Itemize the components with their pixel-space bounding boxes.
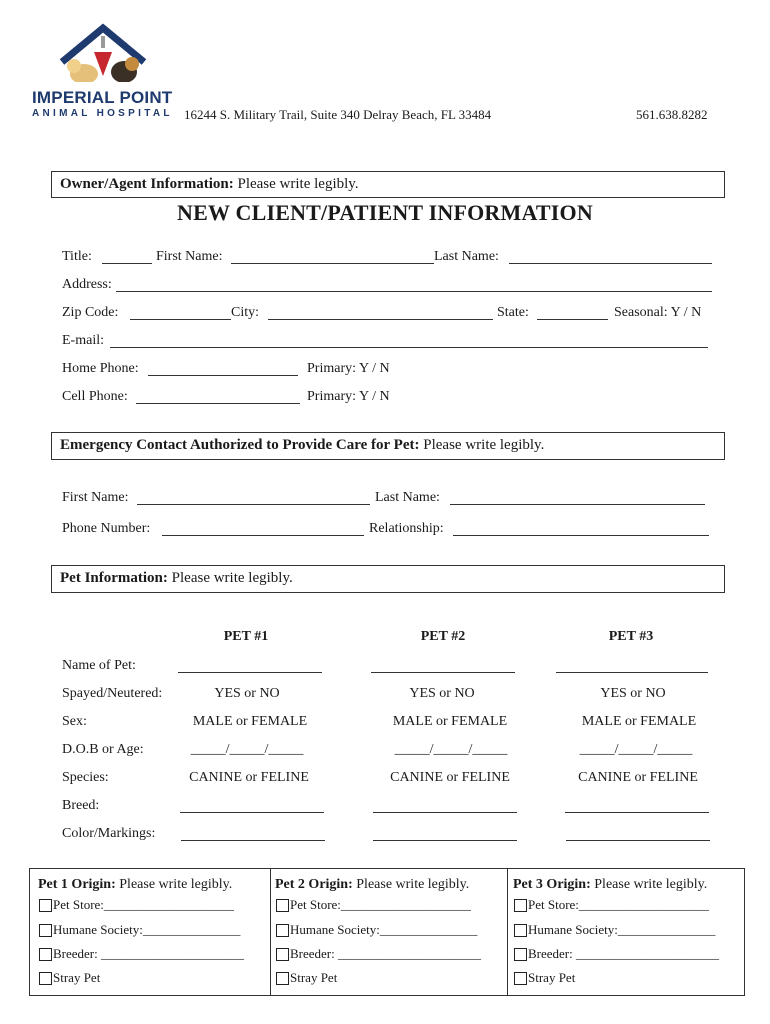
hospital-address: 16244 S. Military Trail, Suite 340 Delray Beach, FL 33484	[184, 107, 492, 122]
title-label: Title:	[62, 249, 92, 264]
pet-2-sex-option[interactable]: MALE or FEMALE	[392, 714, 508, 729]
pet-3-spayed-option[interactable]: YES or NO	[600, 686, 666, 701]
pet-2-species-option[interactable]: CANINE or FELINE	[390, 770, 510, 785]
pet-1-species-option[interactable]: CANINE or FELINE	[189, 770, 309, 785]
emergency-phone-label: Phone Number:	[62, 521, 151, 536]
checkbox[interactable]	[514, 948, 527, 961]
relationship-label: Relationship:	[369, 521, 444, 536]
pet-name-label: Name of Pet:	[62, 658, 136, 673]
pet-3-breed-field[interactable]	[565, 812, 709, 813]
checkbox[interactable]	[39, 948, 52, 961]
pet-3-name-field[interactable]	[556, 672, 708, 673]
relationship-field[interactable]	[453, 535, 709, 536]
title-field[interactable]	[102, 263, 152, 264]
pet-2-dob-field[interactable]: _____/_____/_____	[394, 742, 508, 757]
checkbox[interactable]	[276, 948, 289, 961]
email-label: E-mail:	[62, 333, 104, 348]
species-label: Species:	[62, 770, 109, 785]
pet-1-origin-title: Pet 1 Origin: Please write legibly.	[38, 877, 233, 892]
pet-1-humane-option[interactable]: Humane Society:_______________	[39, 922, 240, 938]
emergency-section-label: Emergency Contact Authorized to Provide Care for Pet:	[60, 437, 420, 453]
pet-3-color-field[interactable]	[566, 840, 710, 841]
origin-divider	[270, 869, 271, 995]
email-field[interactable]	[110, 347, 708, 348]
home-primary-label[interactable]: Primary: Y / N	[307, 361, 390, 376]
cell-phone-label: Cell Phone:	[62, 389, 128, 404]
address-label: Address:	[62, 277, 112, 292]
owner-section-header	[51, 171, 725, 198]
pet-2-name-field[interactable]	[371, 672, 515, 673]
pet-2-origin-title: Pet 2 Origin: Please write legibly.	[275, 877, 470, 892]
color-label: Color/Markings:	[62, 826, 156, 841]
emergency-first-name-label: First Name:	[62, 490, 129, 505]
checkbox[interactable]	[514, 924, 527, 937]
checkbox[interactable]	[39, 899, 52, 912]
breed-label: Breed:	[62, 798, 100, 813]
dob-label: D.O.B or Age:	[62, 742, 144, 757]
zip-label: Zip Code:	[62, 305, 119, 320]
pet-origin-table	[29, 868, 745, 996]
logo-subtitle: ANIMAL HOSPITAL	[32, 108, 173, 119]
spayed-label: Spayed/Neutered:	[62, 686, 163, 701]
pet-section-label: Pet Information:	[60, 570, 168, 586]
pet-2-pet-store-option[interactable]: Pet Store:____________________	[276, 897, 471, 913]
emergency-phone-field[interactable]	[162, 535, 364, 536]
pet-1-name-field[interactable]	[178, 672, 322, 673]
first-name-label: First Name:	[156, 249, 223, 264]
last-name-field[interactable]	[509, 263, 712, 264]
owner-section-label: Owner/Agent Information:	[60, 176, 234, 192]
first-name-field[interactable]	[231, 263, 434, 264]
pet-1-color-field[interactable]	[181, 840, 325, 841]
zip-field[interactable]	[130, 319, 231, 320]
pet-1-pet-store-option[interactable]: Pet Store:____________________	[39, 897, 234, 913]
pet-1-header: PET #1	[223, 629, 269, 644]
owner-section-note: Please write legibly.	[237, 176, 359, 192]
home-phone-label: Home Phone:	[62, 361, 139, 376]
pet-3-stray-option[interactable]: Stray Pet	[514, 970, 575, 986]
pet-3-humane-option[interactable]: Humane Society:_______________	[514, 922, 715, 938]
home-phone-field[interactable]	[148, 375, 298, 376]
pet-2-stray-option[interactable]: Stray Pet	[276, 970, 337, 986]
emergency-last-name-label: Last Name:	[375, 490, 440, 505]
pet-2-header: PET #2	[420, 629, 466, 644]
pet-3-pet-store-option[interactable]: Pet Store:____________________	[514, 897, 709, 913]
city-label: City:	[231, 305, 260, 320]
pet-1-dob-field[interactable]: _____/_____/_____	[190, 742, 304, 757]
pet-1-sex-option[interactable]: MALE or FEMALE	[192, 714, 308, 729]
pet-3-breeder-option[interactable]: Breeder: ______________________	[514, 946, 719, 962]
city-field[interactable]	[268, 319, 493, 320]
pet-3-header: PET #3	[608, 629, 654, 644]
checkbox[interactable]	[514, 972, 527, 985]
sex-label: Sex:	[62, 714, 87, 729]
logo-name: IMPERIAL POINT	[32, 88, 173, 107]
emergency-section-note: Please write legibly.	[423, 437, 545, 453]
pet-1-breed-field[interactable]	[180, 812, 324, 813]
pet-3-species-option[interactable]: CANINE or FELINE	[578, 770, 698, 785]
pet-2-color-field[interactable]	[373, 840, 517, 841]
origin-divider	[507, 869, 508, 995]
checkbox[interactable]	[39, 972, 52, 985]
state-field[interactable]	[537, 319, 608, 320]
checkbox[interactable]	[276, 972, 289, 985]
emergency-section-header	[51, 432, 725, 460]
hospital-phone: 561.638.8282	[636, 107, 708, 122]
emergency-first-name-field[interactable]	[137, 504, 370, 505]
pet-3-sex-option[interactable]: MALE or FEMALE	[581, 714, 697, 729]
cell-primary-label[interactable]: Primary: Y / N	[307, 389, 390, 404]
pet-1-spayed-option[interactable]: YES or NO	[214, 686, 280, 701]
checkbox[interactable]	[514, 899, 527, 912]
pet-2-breed-field[interactable]	[373, 812, 517, 813]
pet-section-note: Please write legibly.	[171, 570, 293, 586]
cell-phone-field[interactable]	[136, 403, 300, 404]
pet-3-origin-title: Pet 3 Origin: Please write legibly.	[513, 877, 708, 892]
state-label: State:	[497, 305, 529, 320]
pet-section-header	[51, 565, 725, 593]
pet-1-stray-option[interactable]: Stray Pet	[39, 970, 100, 986]
pet-3-dob-field[interactable]: _____/_____/_____	[579, 742, 693, 757]
form-title: NEW CLIENT/PATIENT INFORMATION	[177, 200, 593, 225]
pet-1-breeder-option[interactable]: Breeder: ______________________	[39, 946, 244, 962]
seasonal-label[interactable]: Seasonal: Y / N	[614, 305, 702, 320]
address-field[interactable]	[116, 291, 712, 292]
checkbox[interactable]	[276, 924, 289, 937]
checkbox[interactable]	[276, 899, 289, 912]
emergency-last-name-field[interactable]	[450, 504, 705, 505]
last-name-label: Last Name:	[434, 249, 499, 264]
pet-2-spayed-option[interactable]: YES or NO	[409, 686, 475, 701]
pet-2-breeder-option[interactable]: Breeder: ______________________	[276, 946, 481, 962]
checkbox[interactable]	[39, 924, 52, 937]
pet-2-humane-option[interactable]: Humane Society:_______________	[276, 922, 477, 938]
